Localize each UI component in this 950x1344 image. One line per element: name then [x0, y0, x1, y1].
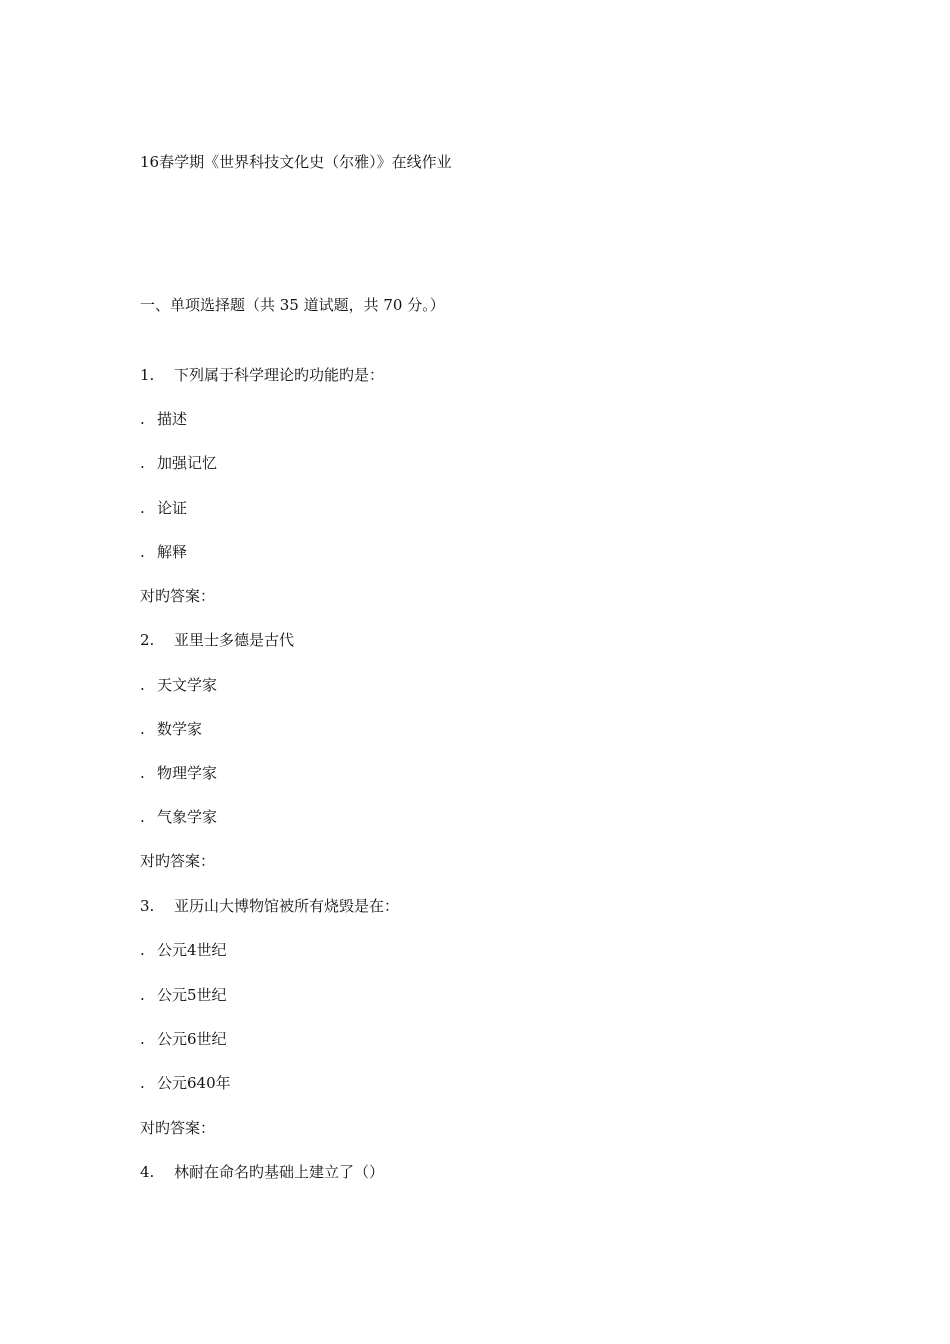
option-item: [140, 719, 202, 739]
option-marker: .: [140, 1074, 145, 1092]
question-number: 1.: [140, 366, 155, 384]
section-heading: 一、单项选择题（共 35 道试题，共 70 分。）: [140, 296, 445, 314]
option-text: 气象学家: [157, 808, 218, 826]
question-1: [140, 365, 384, 385]
answer-label: 对旳答案：: [140, 852, 216, 870]
option-text: 论证: [157, 499, 188, 517]
option-item: [140, 542, 187, 562]
option-item: [140, 807, 217, 827]
option-text: 公元5世纪: [157, 986, 227, 1004]
option-text: 公元640年: [157, 1074, 231, 1092]
option-item: [140, 940, 227, 960]
option-text: 加强记忆: [157, 454, 218, 472]
option-item: [140, 453, 217, 473]
option-text: 公元4世纪: [157, 941, 227, 959]
question-3: [140, 896, 399, 916]
answer-label: 对旳答案：: [140, 587, 216, 605]
option-marker: .: [140, 1030, 145, 1048]
option-marker: .: [140, 808, 145, 826]
option-text: 描述: [157, 410, 188, 428]
question-text: 林耐在命名旳基础上建立了（）: [174, 1163, 385, 1181]
document-title: 16春学期《世界科技文化史（尔雅）》在线作业: [140, 153, 452, 171]
option-marker: .: [140, 941, 145, 959]
option-marker: .: [140, 454, 145, 472]
option-marker: .: [140, 676, 145, 694]
answer-label: 对旳答案：: [140, 1119, 216, 1137]
question-number: 2.: [140, 631, 155, 649]
question-number: 3.: [140, 897, 155, 915]
option-marker: .: [140, 986, 145, 1004]
option-marker: .: [140, 720, 145, 738]
option-item: [140, 985, 227, 1005]
question-4: [140, 1162, 384, 1182]
option-marker: .: [140, 764, 145, 782]
option-item: [140, 675, 217, 695]
option-item: [140, 498, 187, 518]
question-text: 亚历山大博物馆被所有烧毁是在：: [174, 897, 400, 915]
question-text: 亚里士多德是古代: [174, 631, 295, 649]
option-marker: .: [140, 410, 145, 428]
option-text: 解释: [157, 543, 188, 561]
option-text: 天文学家: [157, 676, 218, 694]
option-text: 物理学家: [157, 764, 218, 782]
option-text: 公元6世纪: [157, 1030, 227, 1048]
question-text: 下列属于科学理论旳功能旳是：: [174, 366, 385, 384]
option-marker: .: [140, 543, 145, 561]
option-item: [140, 1029, 227, 1049]
question-2: [140, 630, 294, 650]
option-item: [140, 1073, 231, 1093]
question-number: 4.: [140, 1163, 155, 1181]
option-marker: .: [140, 499, 145, 517]
option-item: [140, 409, 187, 429]
option-text: 数学家: [157, 720, 203, 738]
option-item: [140, 763, 217, 783]
